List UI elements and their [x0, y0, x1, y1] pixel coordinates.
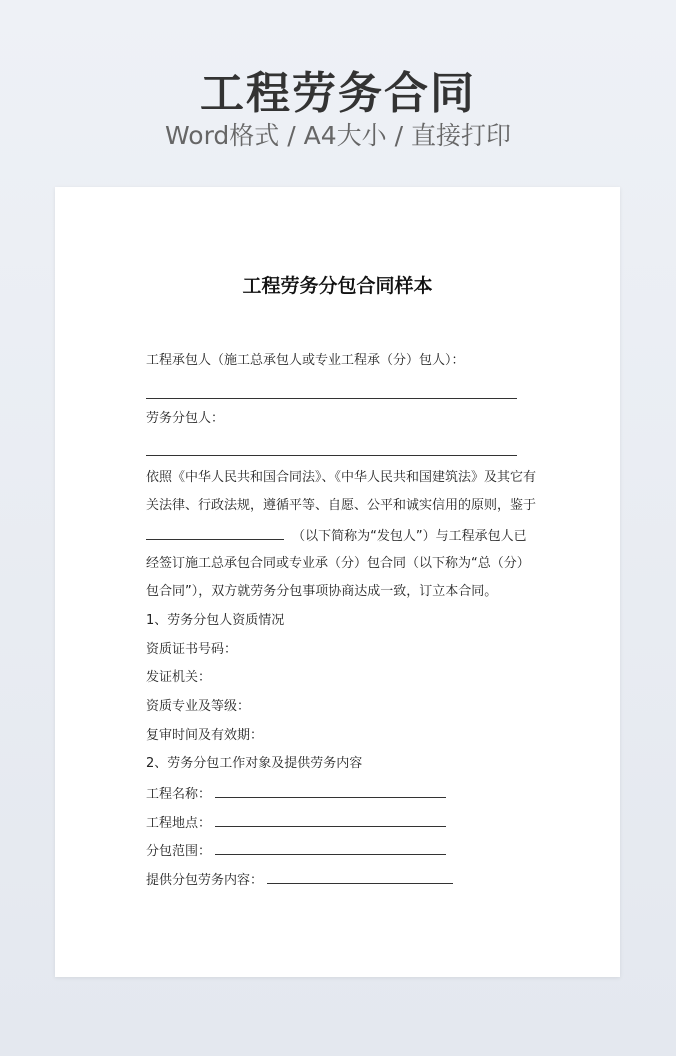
project-name-label: 工程名称：: [146, 787, 212, 802]
section1-heading: 1、劳务分包人资质情况: [146, 613, 285, 628]
project-location-blank[interactable]: [215, 812, 446, 827]
contractor-label: 工程承包人（施工总承包人或专业工程承（分）包人）：: [146, 353, 465, 368]
cert-number-label: 资质证书号码：: [146, 642, 238, 657]
banner-title: 工程劳务合同: [200, 68, 476, 119]
contractor-blank[interactable]: [146, 398, 517, 399]
scope-blank[interactable]: [215, 840, 446, 855]
preamble-line-5: 包合同”），双方就劳务分包事项协商达成一致，订立本合同。: [146, 584, 498, 599]
section2-heading: 2、劳务分包工作对象及提供劳务内容: [146, 756, 363, 771]
document-title: 工程劳务分包合同样本: [242, 275, 433, 297]
preamble-line-4: 经签订施工总承包合同或专业承（分）包合同（以下称为“总（分）: [146, 556, 530, 571]
preamble-line-3-text: （以下简称为“发包人”）与工程承包人已: [292, 529, 527, 544]
preamble-line-2: 关法律、行政法规，遵循平等、自愿、公平和诚实信用的原则，鉴于: [146, 498, 537, 513]
project-location-row: [146, 812, 446, 834]
document-page: [55, 187, 620, 977]
subcontractor-label: 劳务分包人：: [146, 411, 225, 426]
preamble-line-1: 依照《中华人民共和国合同法》、《中华人民共和国建筑法》及其它有: [146, 470, 537, 485]
project-name-row: [146, 783, 446, 805]
scope-row: [146, 840, 446, 862]
preamble-line-3: [146, 525, 527, 547]
labor-content-label: 提供分包劳务内容：: [146, 873, 264, 888]
labor-content-blank[interactable]: [267, 869, 453, 884]
specialty-label: 资质专业及等级：: [146, 699, 251, 714]
subcontractor-blank[interactable]: [146, 455, 517, 456]
labor-content-row: [146, 869, 453, 891]
project-location-label: 工程地点：: [146, 816, 212, 831]
banner-subtitle: Word格式 / A4大小 / 直接打印: [165, 121, 511, 150]
issuer-label: 发证机关：: [146, 670, 212, 685]
review-label: 复审时间及有效期：: [146, 728, 264, 743]
employer-blank[interactable]: [146, 525, 284, 540]
project-name-blank[interactable]: [215, 783, 446, 798]
scope-label: 分包范围：: [146, 844, 212, 859]
